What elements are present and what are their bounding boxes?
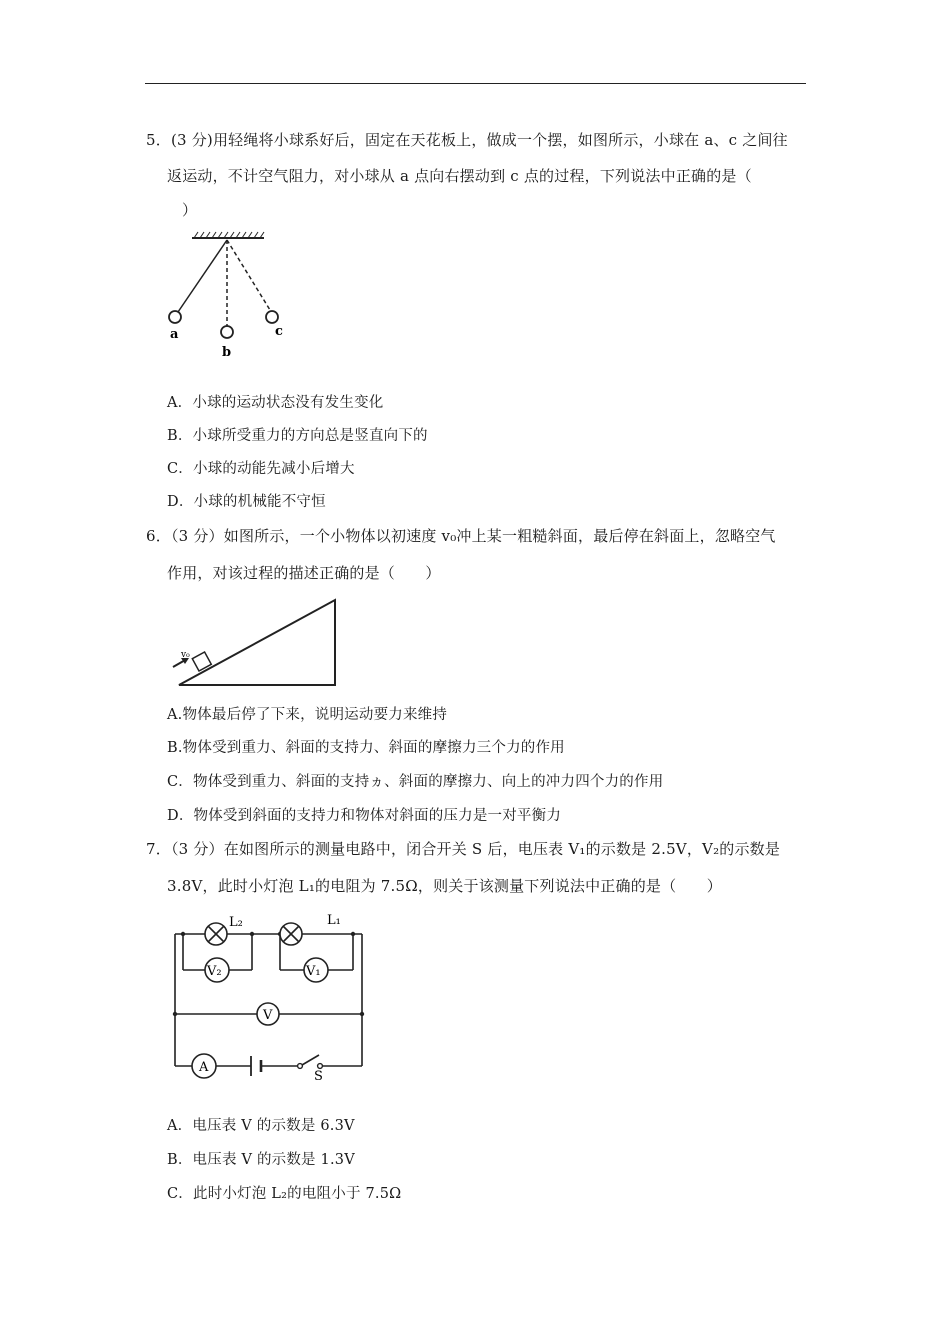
lamp-l2 [205, 923, 227, 945]
q7-option-c: C．此时小灯泡 L₂的电阻小于 7.5Ω [167, 1186, 402, 1202]
q7-stem-line-2: 3.8V，此时小灯泡 L₁的电阻为 7.5Ω，则关于该测量下列说法中正确的是（ ） [167, 877, 722, 895]
label-v: V [263, 1008, 273, 1023]
pendulum-figure [160, 232, 300, 362]
lamp-l1 [280, 923, 302, 945]
q7-stem-line-1: 7．（3 分）在如图所示的测量电路中，闭合开关 S 后，电压表 V₁的示数是 2.5V，V₂的示数是 [146, 840, 781, 858]
q6-stem-line-1: 6．（3 分）如图所示，一个小物体以初速度 v₀冲上某一粗糙斜面，最后停在斜面上，忽略空气 [146, 527, 776, 545]
label-a: A [199, 1060, 209, 1075]
q5-stem-line-2: 返运动，不计空气阻力，对小球从 a 点向右摆动到 c 点的过程，下列说法中正确的是（ [167, 167, 752, 185]
q7-option-a: A．电压表 V 的示数是 6.3V [167, 1118, 355, 1134]
ball-b [221, 326, 233, 338]
q6-option-c: C．物体受到重力、斜面的支持ヵ、斜面的摩擦力、向上的冲力四个力的作用 [167, 774, 664, 790]
label-l2: L₂ [229, 915, 243, 930]
q5-stem-line-3: ） [182, 201, 198, 219]
incline-figure [165, 595, 345, 690]
q5-option-b: B．小球所受重力的方向总是竖直向下的 [167, 428, 428, 444]
ball-a [169, 311, 181, 323]
string-a [178, 240, 227, 312]
q6-stem-line-2: 作用，对该过程的描述正确的是（ ） [167, 564, 441, 582]
string-c [227, 240, 270, 310]
label-v1: V₁ [306, 964, 321, 979]
q5-option-d: D．小球的机械能不守恒 [167, 494, 326, 510]
ball-c [266, 311, 278, 323]
switch-s [298, 1055, 323, 1068]
q5-stem-line-1: 5．(3 分)用轻绳将小球系好后，固定在天花板上，做成一个摆，如图所示，小球在 a、c 之间往 [146, 131, 788, 149]
incline [179, 600, 335, 685]
q5-option-a: A．小球的运动状态没有发生变化 [167, 395, 384, 411]
q5-option-c: C．小球的动能先减小后增大 [167, 461, 355, 477]
label-v2: V₂ [207, 964, 222, 979]
label-s: S [314, 1069, 323, 1084]
q6-option-b: B.物体受到重力、斜面的支持力、斜面的摩擦力三个力的作用 [167, 740, 565, 756]
q6-option-a: A.物体最后停了下来，说明运动要力来维持 [167, 707, 448, 723]
q7-option-b: B．电压表 V 的示数是 1.3V [167, 1152, 355, 1168]
header-rule [145, 83, 806, 84]
label-a: a [170, 327, 179, 342]
label-b: b [222, 345, 232, 360]
q6-option-d: D．物体受到斜面的支持力和物体对斜面的压力是一对平衡力 [167, 808, 562, 824]
label-v0: v₀ [181, 650, 190, 660]
label-c: c [275, 324, 283, 339]
label-l1: L₁ [327, 913, 341, 928]
battery [251, 1056, 261, 1076]
circuit-figure [165, 908, 375, 1084]
